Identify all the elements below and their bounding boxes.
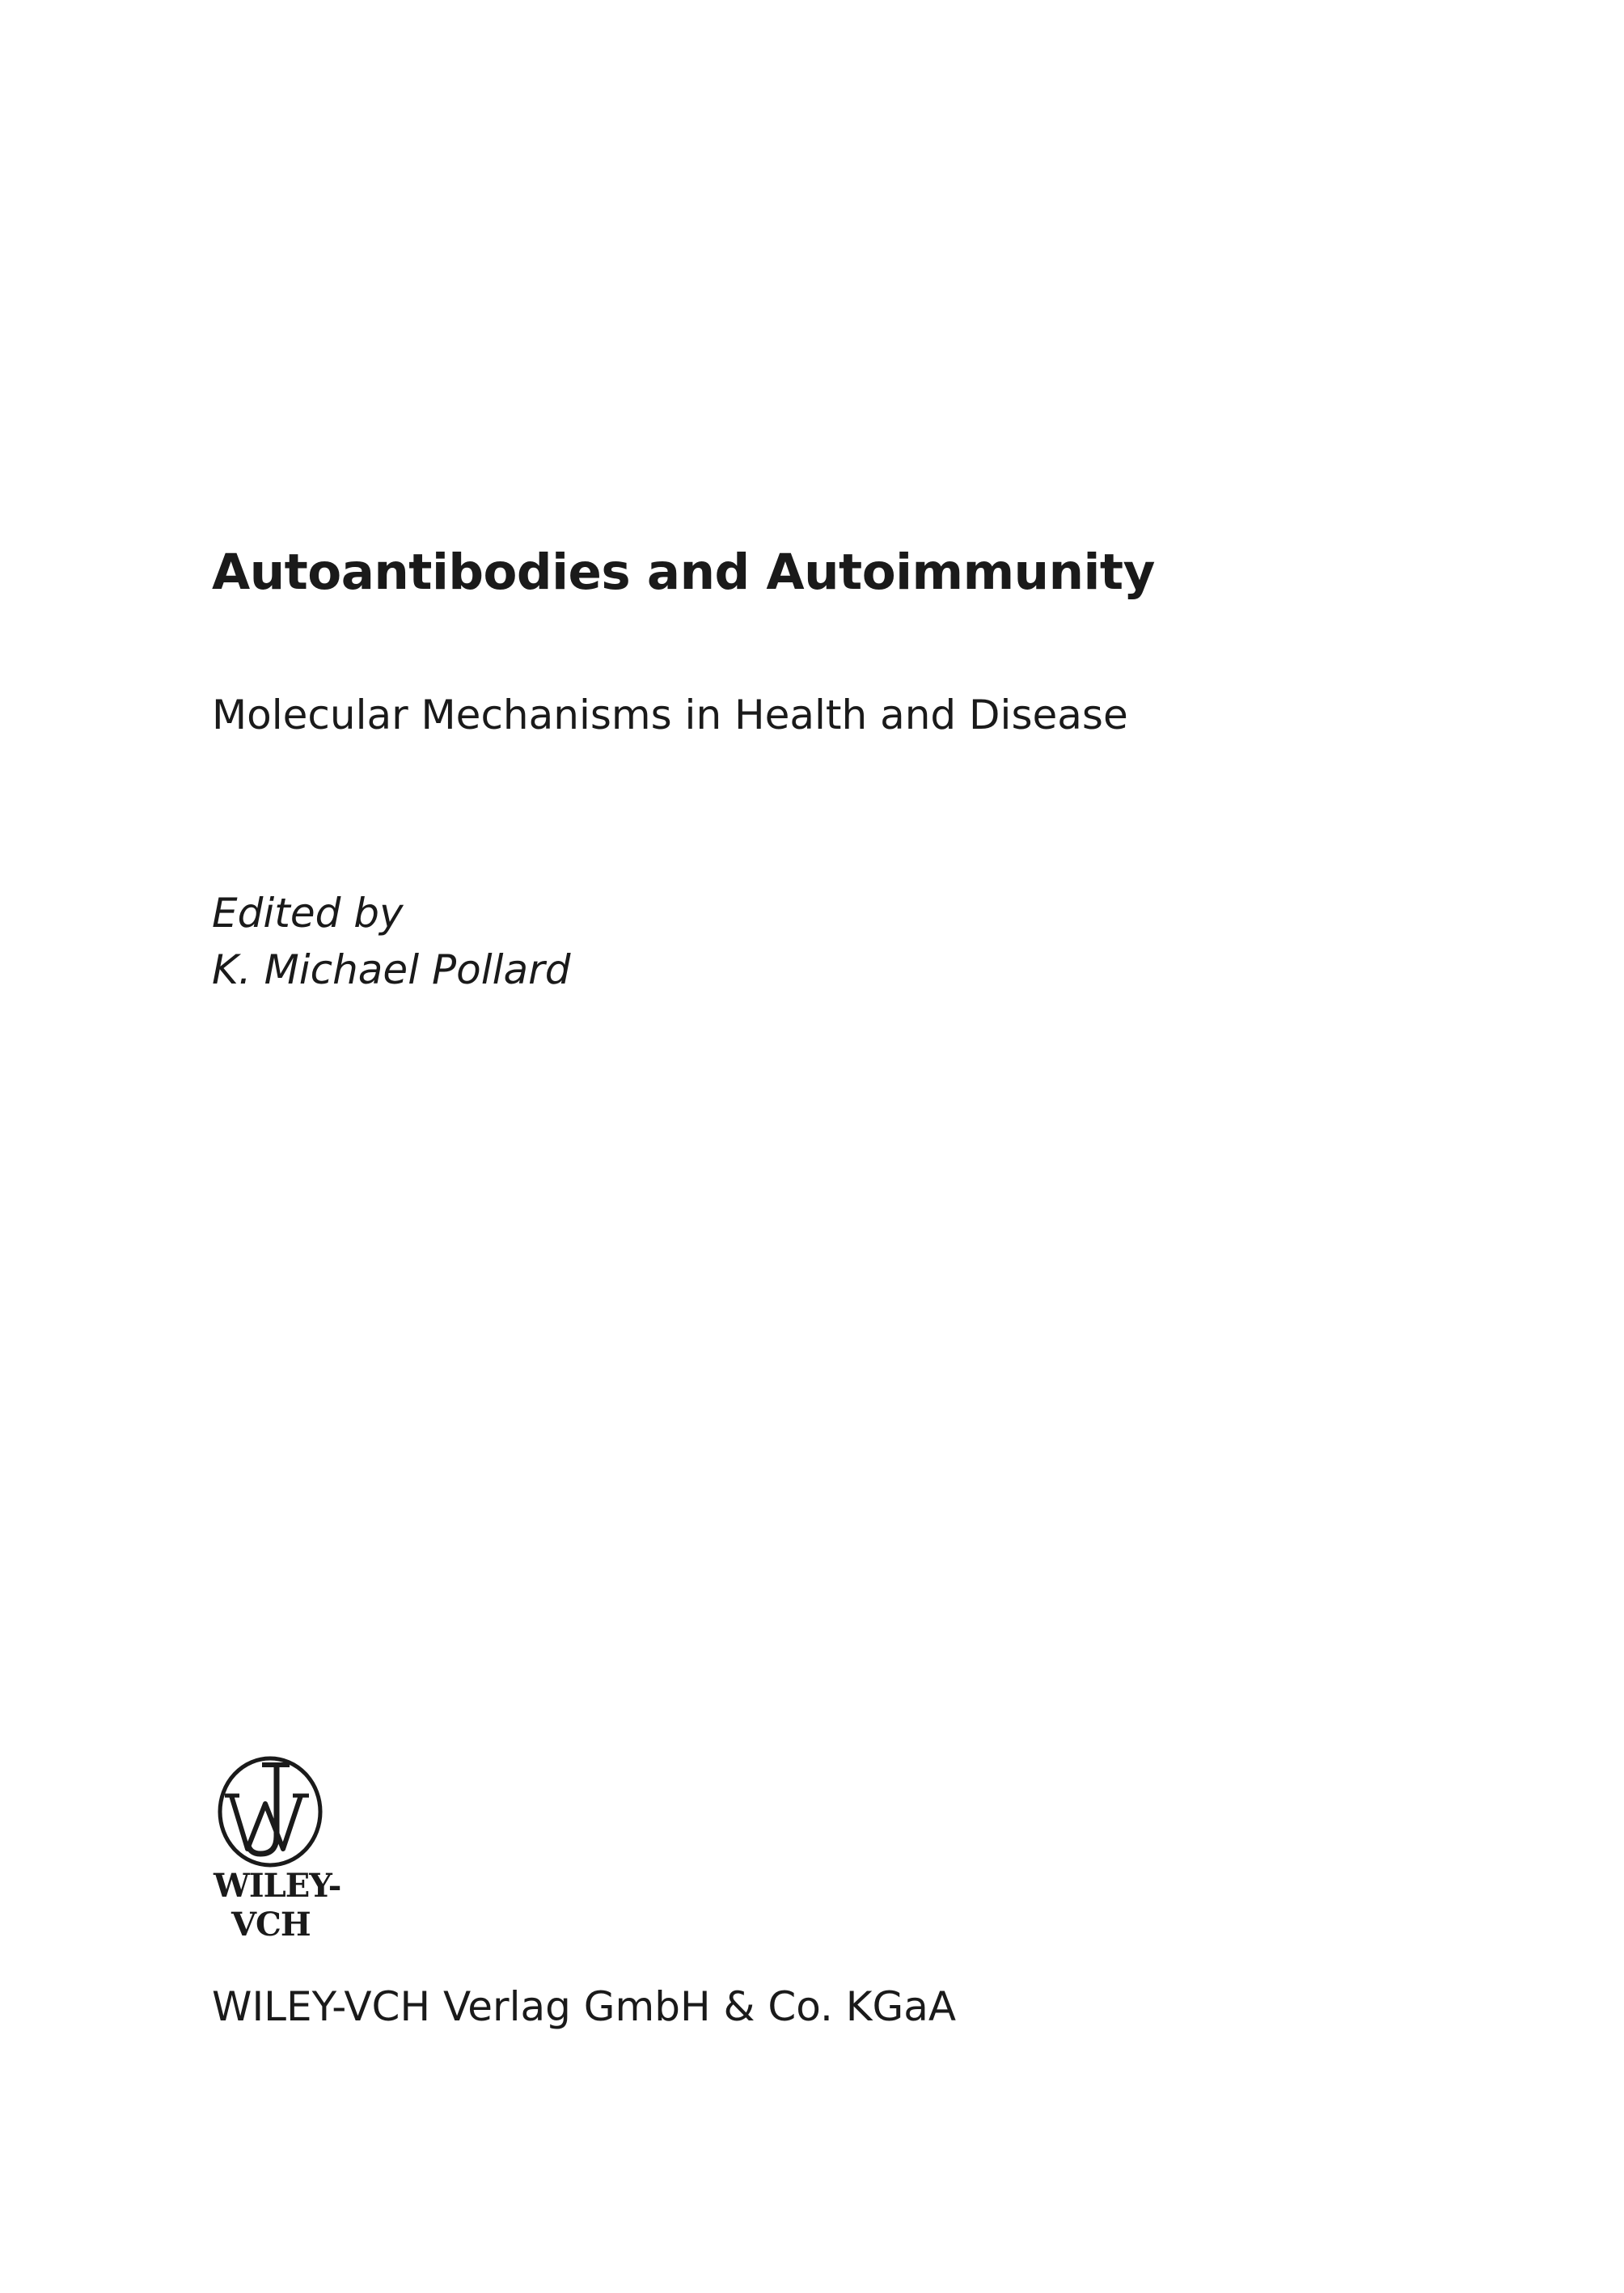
editor-name: K. Michael Pollard — [212, 946, 571, 993]
wiley-vch-logo-icon — [212, 1747, 341, 1957]
book-subtitle: Molecular Mechanisms in Health and Disease — [212, 692, 1128, 738]
logo-text-line2: VCH — [231, 1906, 311, 1944]
book-title: Autoantibodies and Autoimmunity — [212, 544, 1155, 601]
wiley-emblem-icon — [212, 1747, 333, 1868]
edited-by-label: Edited by — [212, 890, 404, 937]
logo-text-line1: WILEY- — [214, 1867, 341, 1905]
publisher-name: WILEY-VCH Verlag GmbH & Co. KGaA — [212, 1983, 957, 2030]
